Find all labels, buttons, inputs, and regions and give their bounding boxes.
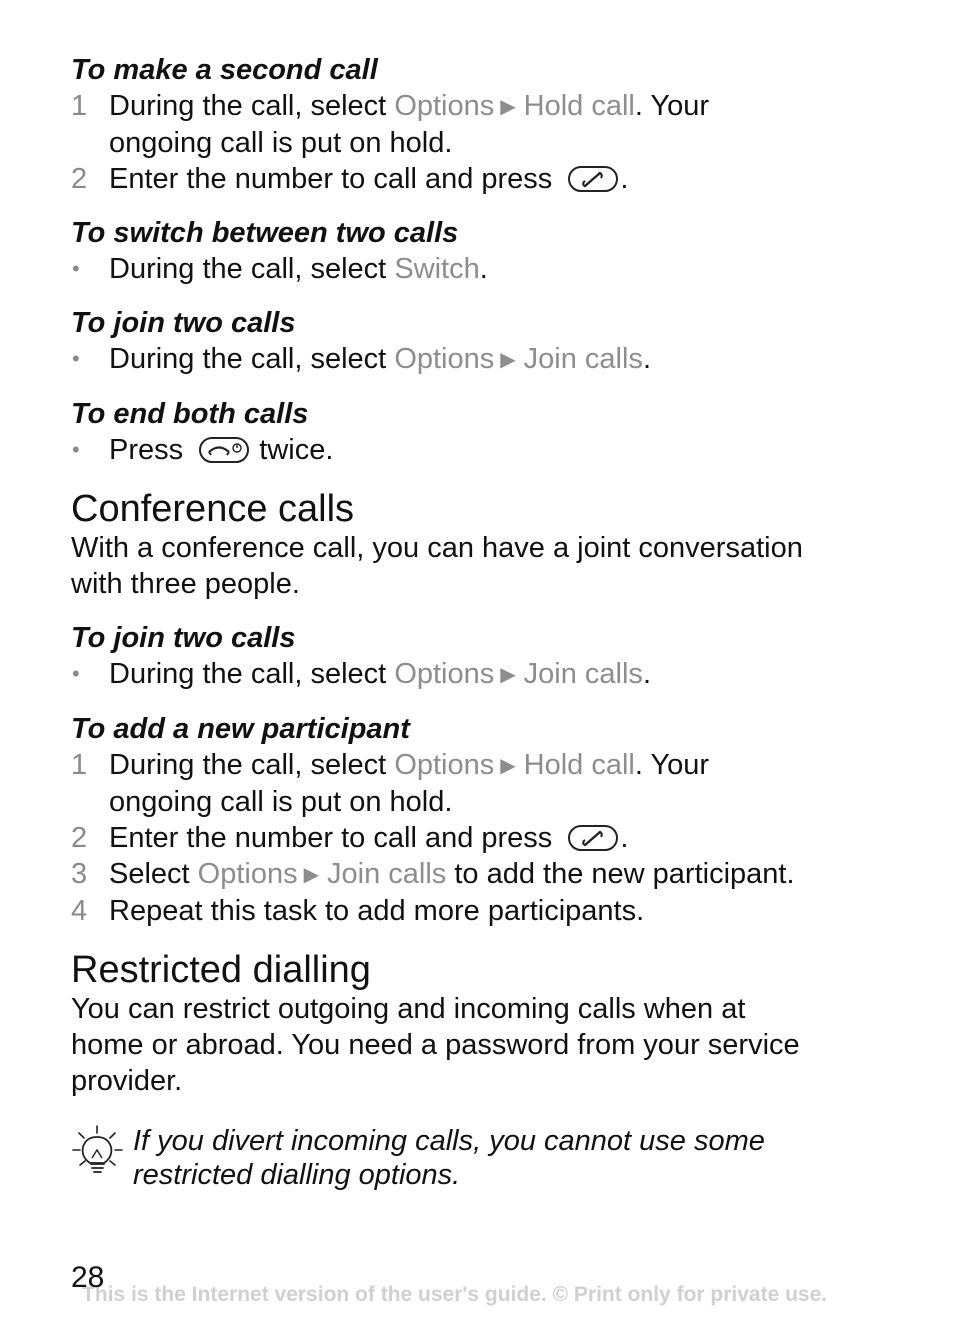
tip-line: restricted dialling options. — [133, 1159, 461, 1191]
step-text: Select — [109, 858, 198, 890]
step-text: During the call, select — [109, 749, 395, 781]
bullet-item — [71, 432, 891, 468]
step-2 — [71, 820, 891, 856]
conference-intro-line: With a conference call, you can have a joint conversation — [71, 532, 803, 564]
lightbulb-icon — [71, 1124, 125, 1185]
restricted-body-line: home or abroad. You need a password from your service — [71, 1029, 800, 1061]
step-number: 2 — [71, 163, 88, 195]
step-1 — [71, 747, 891, 784]
step-2 — [71, 161, 891, 197]
menu-join-calls: Join calls — [523, 343, 643, 375]
bullet-icon: • — [72, 346, 80, 371]
end-call-key-icon — [199, 437, 249, 463]
step-text: Repeat this task to add more participants. — [109, 895, 645, 927]
menu-arrow-icon: ▶ — [500, 349, 516, 371]
menu-join-calls: Join calls — [523, 658, 643, 690]
restricted-body-line: provider. — [71, 1065, 183, 1097]
menu-switch: Switch — [394, 253, 480, 285]
step-text: . — [620, 822, 629, 854]
tip-text — [133, 1124, 891, 1192]
step-number: 1 — [71, 90, 88, 122]
step-3 — [71, 856, 891, 893]
step-1-cont — [71, 784, 891, 820]
step-text: . — [479, 253, 488, 285]
menu-arrow-icon: ▶ — [303, 864, 320, 886]
task-title-switch-calls: To switch between two calls — [71, 217, 459, 249]
tip-line: If you divert incoming calls, you cannot use some — [133, 1125, 765, 1157]
section-heading-conference: Conference calls — [71, 488, 355, 530]
page-number: 28 — [71, 1261, 105, 1294]
restricted-body-line: You can restrict outgoing and incoming calls when at — [71, 993, 746, 1025]
menu-arrow-icon: ▶ — [500, 96, 516, 118]
step-number: 2 — [71, 822, 88, 854]
bullet-item — [71, 341, 891, 378]
step-text: Enter the number to call and press — [109, 163, 553, 195]
step-text: twice. — [251, 434, 334, 466]
step-text: During the call, select — [109, 253, 395, 285]
step-text: . — [642, 343, 651, 375]
step-number: 4 — [71, 895, 88, 927]
call-key-icon — [568, 166, 618, 192]
menu-arrow-icon: ▶ — [500, 664, 516, 686]
menu-options: Options — [197, 858, 298, 890]
bullet-icon: • — [72, 661, 80, 686]
step-1 — [71, 88, 891, 125]
step-text: During the call, select — [109, 343, 395, 375]
task-title-second-call: To make a second call — [71, 54, 378, 86]
menu-options: Options — [394, 749, 495, 781]
task-title-end-calls: To end both calls — [71, 398, 309, 430]
menu-hold-call: Hold call — [523, 90, 635, 122]
call-key-icon — [568, 825, 618, 851]
task-title-add-participant: To add a new participant — [71, 713, 410, 745]
step-text: During the call, select — [109, 658, 395, 690]
task-title-join-calls: To join two calls — [71, 307, 296, 339]
step-1-cont — [71, 125, 891, 161]
step-text: Enter the number to call and press — [109, 822, 553, 854]
conference-intro-line: with three people. — [71, 568, 300, 600]
step-text: . — [642, 658, 651, 690]
step-number: 1 — [71, 749, 88, 781]
menu-join-calls: Join calls — [327, 858, 447, 890]
bullet-icon: • — [72, 256, 80, 281]
bullet-item — [71, 251, 891, 287]
menu-arrow-icon: ▶ — [500, 755, 516, 777]
step-text: During the call, select — [109, 90, 395, 122]
step-text: . Your — [634, 749, 710, 781]
menu-hold-call: Hold call — [523, 749, 635, 781]
menu-options: Options — [394, 658, 495, 690]
menu-options: Options — [394, 90, 495, 122]
step-text: Press — [109, 434, 184, 466]
step-text: to add the new participant. — [446, 858, 795, 890]
step-number: 3 — [71, 858, 88, 890]
step-text: ongoing call is put on hold. — [109, 127, 453, 159]
bullet-item — [71, 656, 891, 693]
tip-box — [71, 1124, 891, 1192]
step-text: . — [620, 163, 629, 195]
page-content — [71, 52, 891, 1099]
step-text: . Your — [634, 90, 710, 122]
footer-notice: This is the Internet version of the user's guide. © Print only for private use. — [82, 1283, 828, 1306]
task-title-join-calls: To join two calls — [71, 622, 296, 654]
step-text: ongoing call is put on hold. — [109, 786, 453, 818]
bullet-icon: • — [72, 437, 80, 462]
menu-options: Options — [394, 343, 495, 375]
section-heading-restricted: Restricted dialling — [71, 949, 371, 991]
step-4 — [71, 893, 891, 929]
